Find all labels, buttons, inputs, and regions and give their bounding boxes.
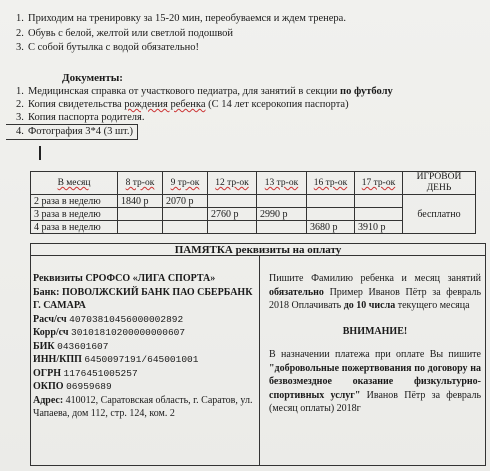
table-cell [307,195,355,208]
doc-text-bold: по футболу [340,86,393,97]
rule-text: Приходим на тренировку за 15-20 мин, переобуваемся и ждем тренера. [28,13,346,24]
doc-text: Медицинская справка от участкового педиатра, для занятий в секции [28,86,338,97]
table-cell [257,195,307,208]
rule-number: 3. [16,42,24,53]
bank-name: Банк: ПОВОЛЖСКИЙ БАНК ПАО СБЕРБАНК Г. САМАРА [33,286,253,311]
instruction-paragraph: В назначении платежа при оплате Вы пишите "добровольные пожертвования по договору на безвозмездное оказание физкультурно-спортивных услуг" Иванов Пётр за февраль (месяц оплаты) 2018г [269,349,481,414]
table-header: 8 тр-ок [118,172,163,195]
table-header: 9 тр-ок [163,172,208,195]
document-item [6,98,393,111]
table-cell [163,221,208,234]
attention-heading: ВНИМАНИЕ! [342,325,408,337]
doc-text-spellcheck: рождения ребенка [124,99,206,110]
memo-title: ПАМЯТКА реквизиты на оплату [30,243,486,256]
table-cell: 2070 р [163,195,208,208]
rule-item [6,12,482,27]
doc-text: Копия свидетельства [28,99,122,110]
bik-line: БИК 043601607 [33,340,109,352]
table-header: В месяц [31,172,118,195]
text-cursor [39,146,41,160]
document-item [6,85,393,98]
rule-number: 2. [16,27,24,39]
okpo-line: ОКПО 06959689 [33,381,112,392]
table-cell [208,221,257,234]
documents-list [6,85,393,137]
table-cell [118,208,163,221]
document-item [6,111,393,124]
table-cell: 3 раза в неделю [31,208,118,221]
rule-text: Обувь с белой, желтой или светлой подошвой [28,27,233,39]
doc-text: Копия паспорта родителя. [28,112,145,123]
table-header: 17 тр-ок [355,172,403,195]
documents-heading: Документы: [62,72,123,84]
table-header: ИГРОВОЙ ДЕНЬ [403,172,476,195]
payment-instructions [269,272,481,416]
rule-number: 1. [16,13,24,24]
account-line: Расч/сч 40703810456000002892 [33,313,184,325]
rules-list [6,12,482,56]
org-name: Реквизиты СРОФСО «ЛИГА СПОРТА» [33,273,216,284]
rule-text: С собой бутылка с водой обязательно! [28,42,199,53]
table-cell [355,208,403,221]
address-line: Адрес: 410012, Саратовская область, г. Саратов, ул. Чапаева, дом 112, стр. 124, ком. 2 [33,394,253,419]
table-cell [257,221,307,234]
rule-item [6,27,482,42]
table-cell: 2 раза в неделю [31,195,118,208]
table-cell: 2760 р [208,208,257,221]
price-table [30,171,476,234]
table-cell [208,195,257,208]
doc-number: 2. [16,99,24,110]
table-cell: 4 раза в неделю [31,221,118,234]
table-header-row [31,172,476,195]
document-item [6,124,393,137]
table-row [31,195,476,208]
table-cell: 2990 р [257,208,307,221]
table-cell [355,195,403,208]
rule-item [6,41,482,56]
table-header: 13 тр-ок [257,172,307,195]
table-cell [163,208,208,221]
doc-text: (С 14 лет ксерокопия паспорта) [208,99,349,110]
table-cell [307,208,355,221]
doc-number: 3. [16,112,24,123]
ogrn-line: ОГРН 1176451005257 [33,367,138,379]
doc-photo-box [6,124,138,140]
bank-details [33,272,255,421]
memo-divider [259,256,260,466]
table-cell: 3910 р [355,221,403,234]
payment-memo [30,256,486,466]
table-header: 12 тр-ок [208,172,257,195]
doc-number: 1. [16,86,24,97]
table-cell [118,221,163,234]
inn-line: ИНН/КПП 6450097191/645001001 [33,354,199,365]
corr-account-line: Корр/сч 30101810200000000607 [33,327,186,338]
doc-number: 4. [16,126,24,137]
table-cell: бесплатно [403,195,476,234]
table-cell: 1840 р [118,195,163,208]
doc-text: Фотография 3*4 (3 шт.) [28,126,133,137]
instruction-paragraph: Пишите Фамилию ребенка и месяц занятий обязательно Пример Иванов Пётр за февраль 2018 Оплачивать до 10 числа текущего месяца [269,273,482,311]
table-cell: 3680 р [307,221,355,234]
table-header: 16 тр-ок [307,172,355,195]
